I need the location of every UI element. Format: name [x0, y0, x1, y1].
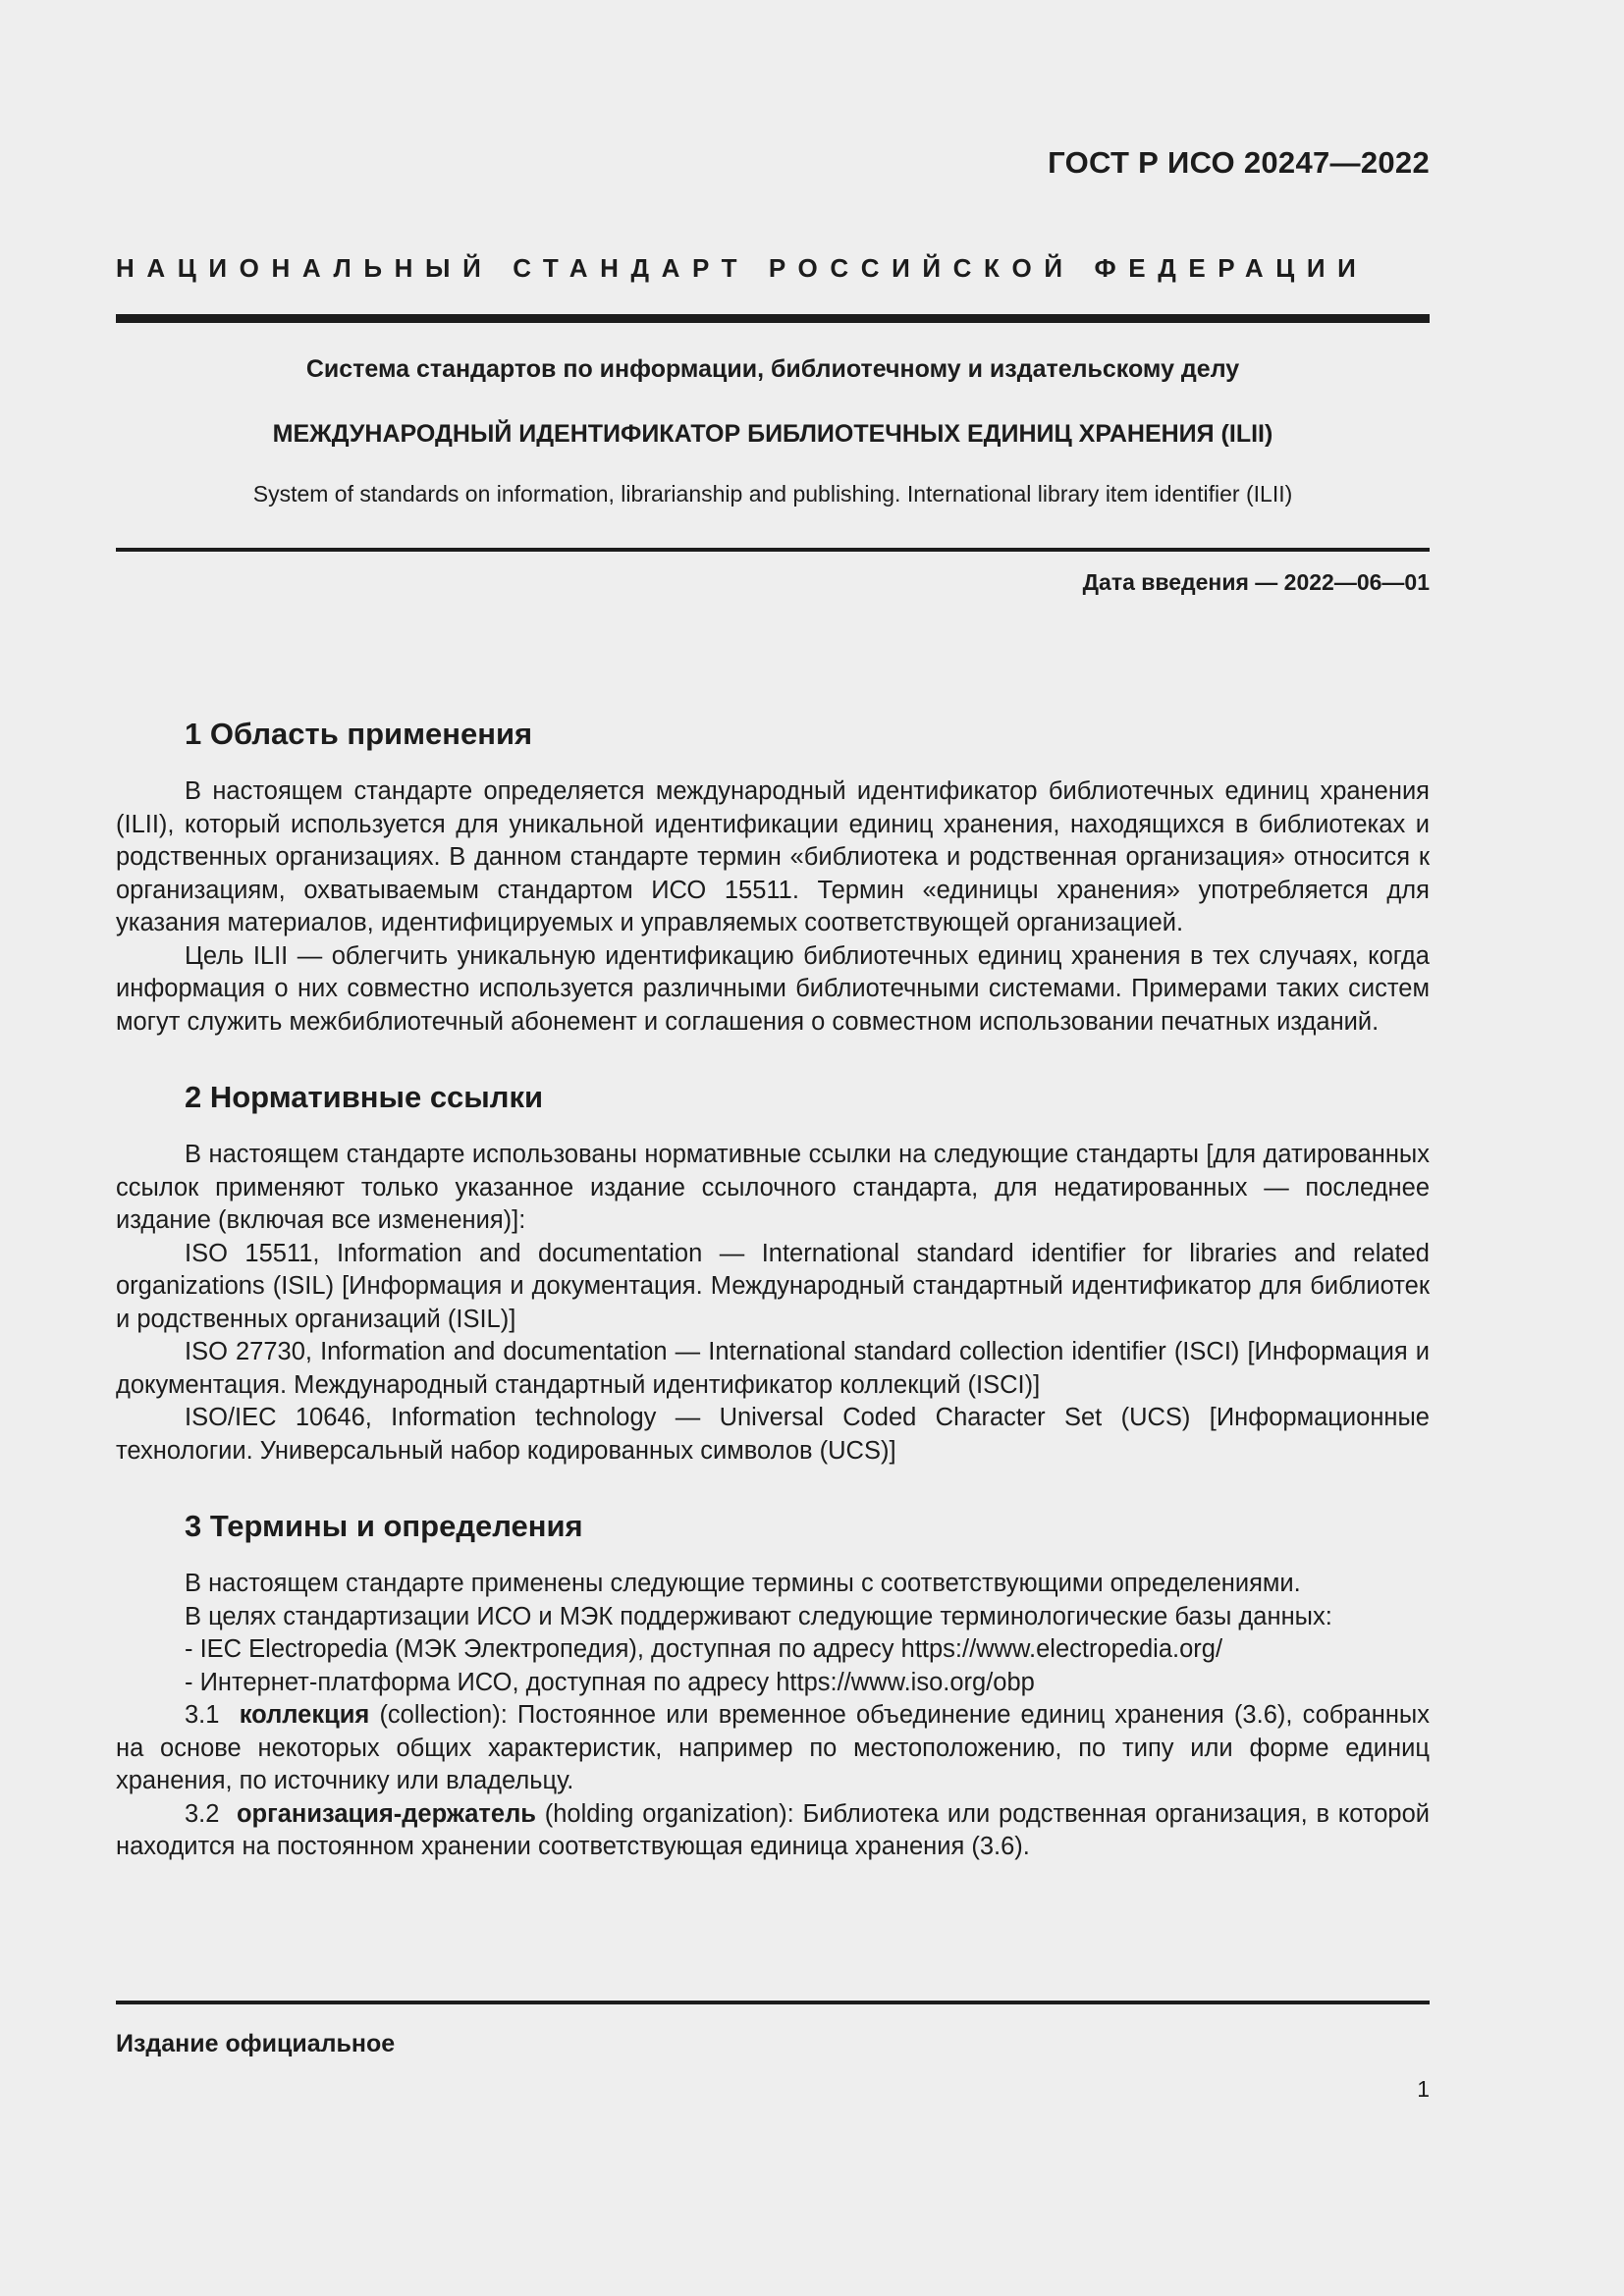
series-title: Система стандартов по информации, библиотечному и издательскому делу	[305, 355, 1240, 383]
paragraph: В настоящем стандарте применены следующие термины с соответствующими определениями.	[185, 1570, 1301, 1597]
list-item: - IEC Electropedia (МЭК Электропедия), доступная по адресу https://www.electropedia.org/	[185, 1635, 1223, 1663]
section-heading: 1 Область применения	[185, 717, 533, 751]
section-normative-references	[116, 1078, 1430, 1468]
national-standard-banner: НАЦИОНАЛЬНЫЙ СТАНДАРТ РОССИЙСКОЙ ФЕДЕРАЦИИ	[116, 253, 1369, 283]
page-number: 1	[1417, 2076, 1430, 2102]
list-item: - Интернет-платформа ИСО, доступная по адресу https://www.iso.org/obp	[185, 1668, 1035, 1696]
term-definition: (collection): Постоянное или временное объединение единиц хранения (3.6), собранных на основе некоторых общих характеристик, например по местоположению, по типу или форме единиц хранения, по источнику или владельцу.	[116, 1701, 1430, 1794]
paragraph: В настоящем стандарте использованы нормативные ссылки на следующие стандарты [для датированных ссылок применяют только указанное издание ссылочного стандарта, для недатированных — последнее издание (включая все изменения)]:	[116, 1141, 1430, 1234]
term-entry	[116, 1699, 1430, 1798]
term-name: организация-держатель	[236, 1799, 536, 1828]
term-definition: (holding organization): Библиотека или родственная организация, в которой находится на постоянном хранении соответствующая единица хранения (3.6).	[116, 1799, 1431, 1860]
section-heading: 3 Термины и определения	[185, 1509, 583, 1543]
paragraph: Цель ILII — облегчить уникальную идентификацию библиотечных единиц хранения в тех случаях, когда информация о них совместно используется различными библиотечными системами. Примерами таких систем могут служить межбиблиотечный абонемент и соглашения о совместном использовании печатных изданий.	[116, 941, 1430, 1036]
term-number: 3.1	[185, 1701, 220, 1729]
term-name: коллекция	[239, 1701, 370, 1729]
header-rule	[116, 314, 1430, 323]
footer-rule	[116, 2001, 1430, 2004]
paragraph: В целях стандартизации ИСО и МЭК поддерживают следующие терминологические базы данных:	[185, 1602, 1332, 1630]
document-title-english: System of standards on information, librarianship and publishing. International library item identifier (ILII)	[252, 481, 1293, 507]
section-scope	[116, 715, 1430, 1039]
effective-date: Дата введения — 2022—06—01	[1082, 569, 1430, 595]
edition-label: Издание официальное	[116, 2030, 396, 2057]
reference-item: ISO/IEC 10646, Information technology — Universal Coded Character Set (UCS) [Информационные технологии. Универсальный набор кодированных символов (UCS)]	[116, 1404, 1430, 1465]
section-terms-definitions	[116, 1507, 1430, 1864]
paragraph: В настоящем стандарте определяется международный идентификатор библиотечных единиц хранения (ILII), который используется для уникальной идентификации единиц хранения, находящихся в библиотеках и родственных организациях. В данном стандарте термин «библиотека и родственная организация» относится к организациям, охватываемым стандартом ИСО 15511. Термин «единицы хранения» употребляется для указания материалов, идентифицируемых и управляемых соответствующей организацией.	[116, 777, 1430, 936]
reference-item: ISO 27730, Information and documentation — International standard collection identifier (ISCI) [Информация и документация. Международный стандартный идентификатор коллекций (ISCI)]	[116, 1338, 1430, 1399]
document-title: МЕЖДУНАРОДНЫЙ ИДЕНТИФИКАТОР БИБЛИОТЕЧНЫХ ЕДИНИЦ ХРАНЕНИЯ (ILII)	[272, 420, 1273, 448]
standard-code: ГОСТ Р ИСО 20247—2022	[1048, 145, 1430, 180]
document-page	[116, 0, 1430, 2296]
section-heading: 2 Нормативные ссылки	[185, 1080, 544, 1114]
document-body	[116, 715, 1430, 1864]
term-entry	[116, 1798, 1430, 1864]
reference-item: ISO 15511, Information and documentation — International standard identifier for libraries and related organizations (ISIL) [Информация и документация. Международный стандартный идентификатор для библиотек и родственных организаций (ISIL)]	[116, 1239, 1430, 1333]
title-rule	[116, 548, 1430, 552]
term-number: 3.2	[185, 1799, 220, 1828]
